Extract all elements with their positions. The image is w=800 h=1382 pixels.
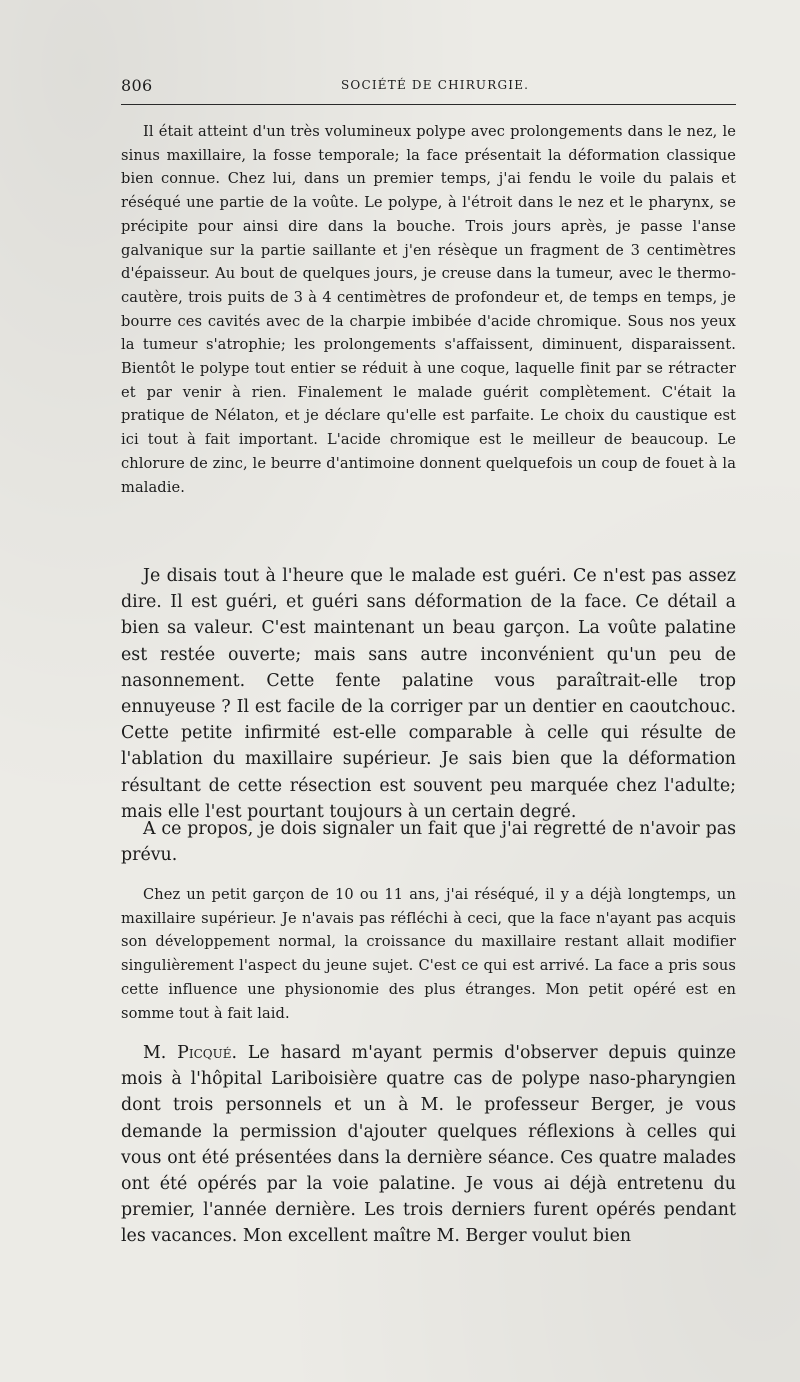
paragraph-petit-garcon: [121, 883, 736, 1025]
paragraph-text: Il était atteint d'un très volumineux polype avec prolongements dans le nez, le sinus maxillaire, la fosse temporale; la face présentait la déformation classique bien connue. Chez lui, dans un premier temps, j'ai fendu le voile du palais et réséqué une partie de la voûte. Le polype, à l'étroit dans le nez et le pharynx, se précipite pour ainsi dire dans la bouche. Trois jours après, je passe l'anse galvanique sur la partie saillante et j'en résèque un fragment de 3 centimètres d'épaisseur. Au bout de quelques jours, je creuse dans la tumeur, avec le thermo-cautère, trois puits de 3 à 4 centimètres de profondeur et, de temps en temps, je bourre ces cavités avec de la charpie imbibée d'acide chromique. Sous nos yeux la tumeur s'atrophie; les prolongements s'affaissent, diminuent, disparaissent. Bientôt le polype tout entier se réduit à une coque, laquelle finit par se rétracter et par venir à rien. Finalement le malade guérit complètement. C'était la pratique de Nélaton, et je déclare qu'elle est parfaite. Le choix du caustique est ici tout à fait important. L'acide chromique est le meilleur de beaucoup. Le chlorure de zinc, le beurre d'antimoine donnent quelquefois un coup de fouet à la maladie.: [121, 123, 736, 496]
header-rule: [121, 104, 736, 105]
paragraph-gueri: [121, 563, 736, 825]
paragraph-text: Chez un petit garçon de 10 ou 11 ans, j'ai réséqué, il y a déjà longtemps, un maxillaire supérieur. Je n'avais pas réfléchi à ceci, que la face n'ayant pas acquis son développement normal, la croissance du maxillaire restant allait modifier singulièrement l'aspect du jeune sujet. C'est ce qui est arrivé. La face a pris sous cette influence une physionomie des plus étranges. Mon petit opéré est en somme tout à fait laid.: [121, 886, 736, 1022]
running-title: SOCIÉTÉ DE CHIRURGIE.: [341, 78, 530, 92]
page-number: 806: [121, 76, 153, 95]
paragraph-picque: [121, 1040, 736, 1250]
paragraph-text: [121, 1040, 736, 1250]
speaker-name: M. Picqué.: [143, 1043, 238, 1063]
paragraph-polype-case: [121, 120, 736, 499]
paragraph-text: Je disais tout à l'heure que le malade est guéri. Ce n'est pas assez dire. Il est guéri, et guéri sans déformation de la face. Ce détail a bien sa valeur. C'est maintenant un beau garçon. La voûte palatine est restée ouverte; mais sans autre inconvénient qu'un peu de nasonnement. Cette fente palatine vous paraîtrait-elle trop ennuyeuse ? Il est facile de la corriger par un dentier en caoutchouc. Cette petite infirmité est-elle comparable à celle qui résulte de l'ablation du maxillaire supérieur. Je sais bien que la déformation résultant de cette résection est souvent peu marquée chez l'adulte; mais elle l'est pourtant toujours à un certain degré.: [121, 566, 736, 822]
page-header: [121, 76, 736, 98]
paragraph-a-ce-propos: [121, 816, 736, 868]
speaker-text: Le hasard m'ayant permis d'observer depuis quinze mois à l'hôpital Lariboisière quatre cas de polype naso-pharyngien dont trois personnels et un à M. le professeur Berger, je vous demande la permission d'ajouter quelques réflexions à celles qui vous ont été présentées dans la dernière séance. Ces quatre malades ont été opérés par la voie palatine. Je vous ai déjà entretenu du premier, l'année dernière. Les trois derniers furent opérés pendant les vacances. Mon excellent maître M. Berger voulut bien: [121, 1043, 736, 1247]
paragraph-text: A ce propos, je dois signaler un fait que j'ai regretté de n'avoir pas prévu.: [121, 819, 736, 866]
